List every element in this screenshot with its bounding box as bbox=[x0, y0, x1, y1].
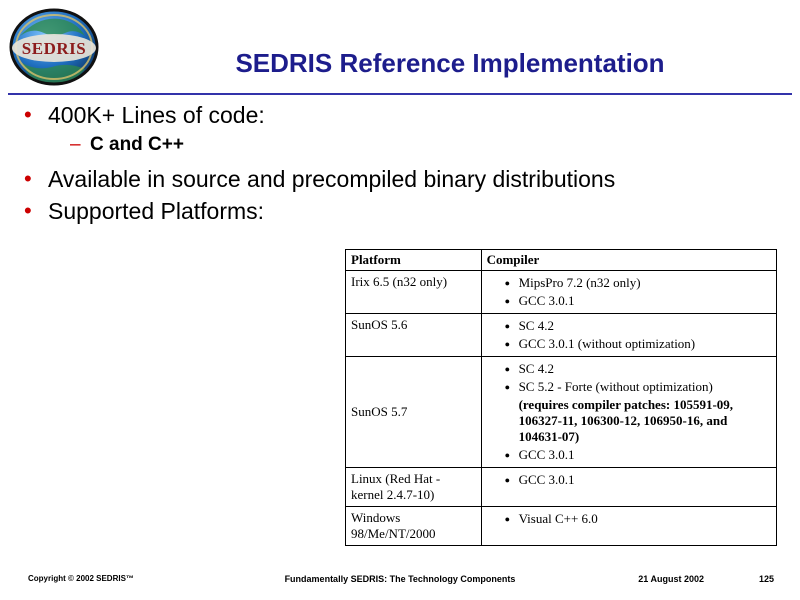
list-item bbox=[64, 132, 788, 158]
bullet-text: 400K+ Lines of code: bbox=[48, 102, 265, 128]
table-row bbox=[346, 314, 777, 357]
table-row bbox=[346, 468, 777, 507]
compiler-item: ● SC 4.2 bbox=[505, 317, 771, 335]
compiler-item: ● Visual C++ 6.0 bbox=[505, 510, 771, 528]
compiler-item: ● SC 5.2 - Forte (without optimization) bbox=[505, 378, 771, 396]
dash-bullet-icon: – bbox=[70, 134, 81, 155]
svg-text:SEDRIS: SEDRIS bbox=[21, 39, 87, 58]
table-row bbox=[346, 357, 777, 468]
bullet-text: Supported Platforms: bbox=[48, 198, 265, 224]
compiler-note: (requires compiler patches: 105591-09, 106327-11, 106300-12, 106950-16, and 104631-07) bbox=[518, 397, 734, 444]
sedris-logo-icon bbox=[8, 8, 100, 86]
copyright-text: Copyright © 2002 SEDRIS™ bbox=[28, 574, 134, 583]
footer-date: 21 August 2002 bbox=[638, 574, 704, 584]
compiler-item: ● GCC 3.0.1 bbox=[505, 292, 771, 310]
list-item bbox=[18, 100, 788, 130]
title-divider bbox=[8, 93, 792, 95]
page-number: 125 bbox=[758, 574, 774, 584]
compiler-item: ● GCC 3.0.1 bbox=[505, 446, 771, 464]
table-row bbox=[346, 271, 777, 314]
compiler-item: ● GCC 3.0.1 (without optimization) bbox=[505, 335, 771, 353]
column-header-compiler: Compiler bbox=[481, 250, 776, 271]
compiler-cell bbox=[481, 507, 776, 546]
footer-title: Fundamentally SEDRIS: The Technology Components bbox=[284, 574, 516, 584]
table-row bbox=[346, 507, 777, 546]
slide-body bbox=[18, 100, 788, 228]
bullet-icon: • bbox=[24, 102, 32, 127]
list-item bbox=[18, 196, 788, 226]
column-header-platform: Platform bbox=[346, 250, 482, 271]
bullet-text: Available in source and precompiled binary distributions bbox=[48, 166, 616, 192]
platform-cell: Irix 6.5 (n32 only) bbox=[346, 271, 482, 314]
compiler-cell bbox=[481, 314, 776, 357]
compiler-item: ● MipsPro 7.2 (n32 only) bbox=[505, 274, 771, 292]
page-title: SEDRIS Reference Implementation bbox=[235, 48, 665, 78]
bullet-text: C and C++ bbox=[90, 134, 184, 155]
compiler-item: ● GCC 3.0.1 bbox=[505, 471, 771, 489]
supported-platforms-table bbox=[345, 249, 777, 546]
compiler-cell bbox=[481, 468, 776, 507]
bullet-icon: • bbox=[24, 166, 32, 191]
slide-header bbox=[0, 0, 800, 96]
bullet-icon: • bbox=[24, 198, 32, 223]
platform-cell: SunOS 5.7 bbox=[346, 357, 482, 468]
compiler-cell bbox=[481, 271, 776, 314]
compiler-item: ● SC 4.2 bbox=[505, 360, 771, 378]
list-item bbox=[18, 164, 788, 194]
platform-cell: Windows 98/Me/NT/2000 bbox=[346, 507, 482, 546]
table-header-row bbox=[346, 250, 777, 271]
platform-cell: Linux (Red Hat - kernel 2.4.7-10) bbox=[346, 468, 482, 507]
slide-footer bbox=[0, 560, 800, 600]
platform-cell: SunOS 5.6 bbox=[346, 314, 482, 357]
compiler-cell bbox=[481, 357, 776, 468]
